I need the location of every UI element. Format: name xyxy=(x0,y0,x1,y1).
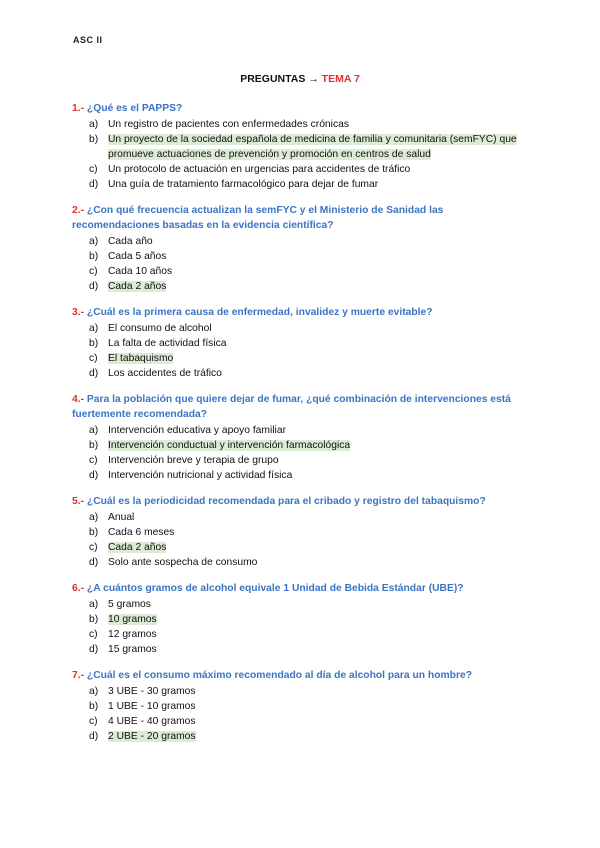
option-text-wrap xyxy=(108,351,532,366)
option-text-wrap xyxy=(108,699,532,714)
option-letter: a) xyxy=(89,236,99,247)
question-number: 7.- xyxy=(72,670,85,681)
question-text xyxy=(72,101,532,116)
option-d xyxy=(72,366,532,381)
option-letter: d) xyxy=(89,281,99,292)
question-7 xyxy=(72,668,532,744)
option-text-wrap xyxy=(108,510,532,525)
option-letter: c) xyxy=(89,629,98,640)
question-text xyxy=(72,203,532,233)
option-letter: c) xyxy=(89,542,98,553)
question-label: ¿Con qué frecuencia actualizan la semFYC y el Ministerio de Sanidad las recomendaciones basadas en la evidencia científica? xyxy=(72,205,444,231)
option-text-wrap xyxy=(108,612,532,627)
option-letter: b) xyxy=(89,440,99,451)
option-d xyxy=(72,177,532,192)
option-b xyxy=(72,525,532,540)
question-5 xyxy=(72,494,532,570)
option-d xyxy=(72,279,532,294)
option-text: Una guía de tratamiento farmacológico para dejar de fumar xyxy=(108,179,379,190)
option-text: 12 gramos xyxy=(108,629,157,640)
correct-answer-text: 10 gramos xyxy=(108,614,157,625)
option-letter: d) xyxy=(89,470,99,481)
option-a xyxy=(72,510,532,525)
option-text: Intervención nutricional y actividad física xyxy=(108,470,293,481)
option-text: 1 UBE - 10 gramos xyxy=(108,701,196,712)
option-letter: c) xyxy=(89,716,98,727)
question-4 xyxy=(72,392,532,483)
option-letter: b) xyxy=(89,338,99,349)
option-text: Solo ante sospecha de consumo xyxy=(108,557,258,568)
option-letter: d) xyxy=(89,179,99,190)
page-header: ASC II xyxy=(73,35,103,45)
option-a xyxy=(72,234,532,249)
option-text: Cada 10 años xyxy=(108,266,173,277)
option-text-wrap xyxy=(108,714,532,729)
question-label: ¿Cuál es el consumo máximo recomendado al día de alcohol para un hombre? xyxy=(86,670,472,681)
option-b xyxy=(72,132,532,162)
option-a xyxy=(72,597,532,612)
option-text-wrap xyxy=(108,162,532,177)
option-text-wrap xyxy=(108,177,532,192)
option-text-wrap xyxy=(108,264,532,279)
question-label: ¿Cuál es la periodicidad recomendada para el cribado y registro del tabaquismo? xyxy=(86,496,486,507)
question-3 xyxy=(72,305,532,381)
question-text xyxy=(72,305,532,320)
question-text xyxy=(72,392,532,422)
option-text: La falta de actividad física xyxy=(108,338,227,349)
option-text: Cada año xyxy=(108,236,153,247)
option-b xyxy=(72,438,532,453)
option-list xyxy=(72,510,532,570)
question-text xyxy=(72,494,532,509)
question-list xyxy=(72,101,532,755)
option-letter: d) xyxy=(89,557,99,568)
option-b xyxy=(72,699,532,714)
page-title xyxy=(0,73,600,85)
option-letter: b) xyxy=(89,134,99,145)
option-text-wrap xyxy=(108,627,532,642)
option-letter: b) xyxy=(89,527,99,538)
question-number: 1.- xyxy=(72,103,85,114)
option-c xyxy=(72,351,532,366)
option-b xyxy=(72,336,532,351)
option-text-wrap xyxy=(108,336,532,351)
option-letter: d) xyxy=(89,368,99,379)
option-list xyxy=(72,684,532,744)
question-2 xyxy=(72,203,532,294)
option-text-wrap xyxy=(108,642,532,657)
option-letter: c) xyxy=(89,455,98,466)
title-tema: TEMA 7 xyxy=(321,73,360,85)
option-a xyxy=(72,684,532,699)
question-6 xyxy=(72,581,532,657)
option-letter: a) xyxy=(89,686,99,697)
option-text-wrap xyxy=(108,366,532,381)
option-a xyxy=(72,321,532,336)
correct-answer-text: El tabaquismo xyxy=(108,353,174,364)
option-text-wrap xyxy=(108,468,532,483)
option-text: Los accidentes de tráfico xyxy=(108,368,222,379)
question-label: ¿Cuál es la primera causa de enfermedad, invalidez y muerte evitable? xyxy=(86,307,433,318)
question-number: 2.- xyxy=(72,205,85,216)
question-number: 6.- xyxy=(72,583,85,594)
option-letter: a) xyxy=(89,323,99,334)
option-letter: a) xyxy=(89,599,99,610)
question-text xyxy=(72,581,532,596)
option-list xyxy=(72,234,532,294)
option-text: Intervención breve y terapia de grupo xyxy=(108,455,279,466)
option-b xyxy=(72,249,532,264)
question-label: ¿A cuántos gramos de alcohol equivale 1 Unidad de Bebida Estándar (UBE)? xyxy=(86,583,464,594)
option-c xyxy=(72,264,532,279)
option-text: Intervención educativa y apoyo familiar xyxy=(108,425,287,436)
question-label: Para la población que quiere dejar de fumar, ¿qué combinación de intervenciones está fuertemente recomendada? xyxy=(72,394,511,420)
option-b xyxy=(72,612,532,627)
option-letter: d) xyxy=(89,644,99,655)
title-prefix: PREGUNTAS → xyxy=(240,73,319,85)
correct-answer-text: 2 UBE - 20 gramos xyxy=(108,731,196,742)
correct-answer-text: Cada 2 años xyxy=(108,281,167,292)
option-text-wrap xyxy=(108,249,532,264)
question-1 xyxy=(72,101,532,192)
option-list xyxy=(72,117,532,192)
option-text-wrap xyxy=(108,597,532,612)
option-text-wrap xyxy=(108,525,532,540)
option-text-wrap xyxy=(108,438,532,453)
option-a xyxy=(72,423,532,438)
option-text: Un registro de pacientes con enfermedades crónicas xyxy=(108,119,349,130)
option-text-wrap xyxy=(108,279,532,294)
option-d xyxy=(72,642,532,657)
option-letter: c) xyxy=(89,266,98,277)
option-text: El consumo de alcohol xyxy=(108,323,212,334)
option-text-wrap xyxy=(108,132,532,162)
option-letter: a) xyxy=(89,512,99,523)
option-text: Un protocolo de actuación en urgencias para accidentes de tráfico xyxy=(108,164,411,175)
option-text: Cada 6 meses xyxy=(108,527,175,538)
option-text: 3 UBE - 30 gramos xyxy=(108,686,196,697)
option-text-wrap xyxy=(108,117,532,132)
option-text-wrap xyxy=(108,423,532,438)
correct-answer-text: Intervención conductual y intervención farmacológica xyxy=(108,440,351,451)
option-text: Anual xyxy=(108,512,135,523)
option-letter: b) xyxy=(89,251,99,262)
option-text-wrap xyxy=(108,234,532,249)
option-letter: d) xyxy=(89,731,99,742)
option-text-wrap xyxy=(108,540,532,555)
option-list xyxy=(72,423,532,483)
option-c xyxy=(72,714,532,729)
option-text-wrap xyxy=(108,453,532,468)
option-list xyxy=(72,597,532,657)
question-label: ¿Qué es el PAPPS? xyxy=(86,103,183,114)
question-number: 4.- xyxy=(72,394,85,405)
option-text: Cada 5 años xyxy=(108,251,167,262)
option-a xyxy=(72,117,532,132)
option-text-wrap xyxy=(108,321,532,336)
option-text: 5 gramos xyxy=(108,599,151,610)
correct-answer-text: Un proyecto de la sociedad española de medicina de familia y comunitaria (semFYC) que promueve actuaciones de prevención y promoción en centros de salud xyxy=(108,134,517,160)
option-c xyxy=(72,162,532,177)
option-letter: b) xyxy=(89,701,99,712)
option-text-wrap xyxy=(108,684,532,699)
correct-answer-text: Cada 2 años xyxy=(108,542,167,553)
option-letter: c) xyxy=(89,353,98,364)
question-number: 3.- xyxy=(72,307,85,318)
question-number: 5.- xyxy=(72,496,85,507)
option-letter: b) xyxy=(89,614,99,625)
option-text: 15 gramos xyxy=(108,644,157,655)
option-text: 4 UBE - 40 gramos xyxy=(108,716,196,727)
option-d xyxy=(72,468,532,483)
option-letter: c) xyxy=(89,164,98,175)
question-text xyxy=(72,668,532,683)
option-d xyxy=(72,729,532,744)
option-text-wrap xyxy=(108,729,532,744)
option-letter: a) xyxy=(89,425,99,436)
option-c xyxy=(72,627,532,642)
option-text-wrap xyxy=(108,555,532,570)
option-list xyxy=(72,321,532,381)
option-c xyxy=(72,453,532,468)
option-c xyxy=(72,540,532,555)
option-letter: a) xyxy=(89,119,99,130)
option-d xyxy=(72,555,532,570)
